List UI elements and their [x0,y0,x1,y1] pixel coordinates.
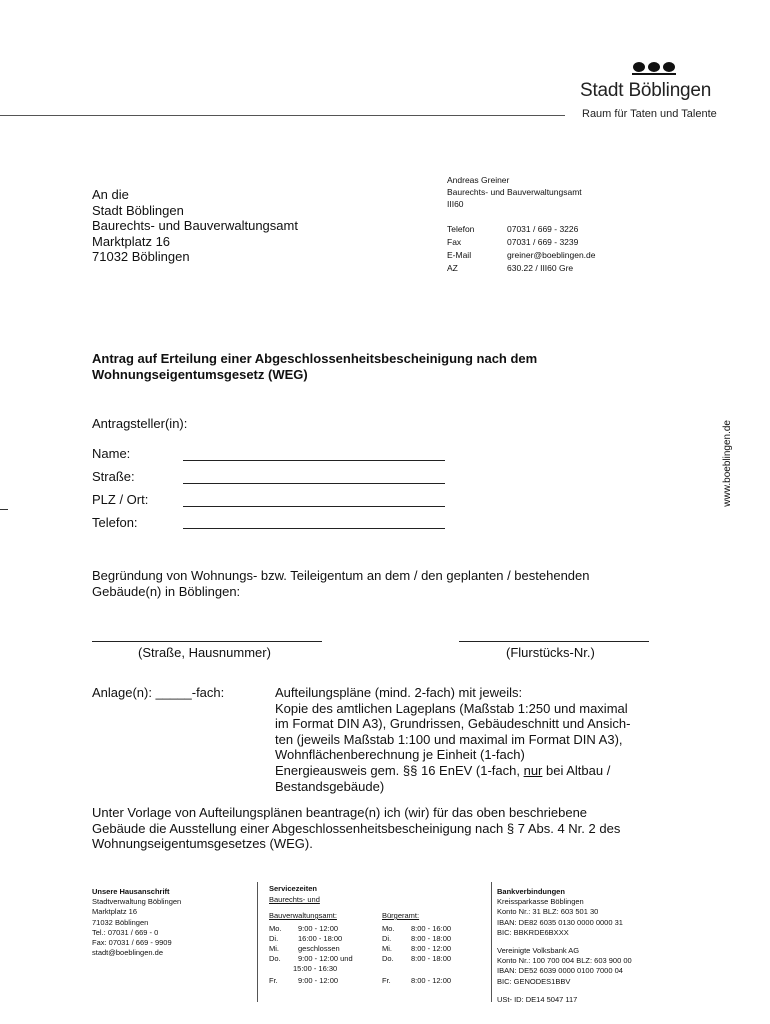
contact-block [447,175,647,285]
footer-address-line: 71032 Böblingen [92,917,149,927]
bank-spacer [497,938,632,946]
request-line: Unter Vorlage von Aufteilungsplänen beantrage(n) ich (wir) für das oben beschriebene [92,805,588,820]
attachment-line [275,763,675,779]
bank-line: Kreissparkasse Böblingen [497,897,584,907]
contact-label: E-Mail [447,250,472,260]
hours-time: 8:00 - 12:00 [411,976,452,985]
attachment-line: Aufteilungspläne (mind. 2-fach) mit jeweils: [275,685,523,700]
side-url[interactable]: www.boeblingen.de [722,420,733,507]
contact-reference: 630.22 / III60 Gre [507,263,574,273]
logo-dot [633,62,645,72]
attachment-line: im Format DIN A3), Grundrissen, Gebäudeschnitt und Ansich- [275,716,631,732]
bank-line: Vereinigte Volksbank AG [497,946,580,956]
bank-line: BIC: BBKRDE6BXXX [497,927,569,937]
street-label: Straße: [92,469,135,484]
footer-address-line: Fax: 07031 / 669 - 9909 [92,938,172,948]
service-col2-heading: Bürgeramt: [382,911,420,920]
hours-day: Di. [382,934,392,943]
contact-department: Baurechts- und Bauverwaltungsamt [447,187,582,197]
form-title: Antrag auf Erteilung einer Abgeschlossenheitsbescheinigung nach dem Wohnungseigentumsgesetz (WEG) [92,351,538,382]
hours-day: Fr. [382,976,391,985]
hours-day: Fr. [269,976,278,985]
hours-day: Do. [382,954,394,963]
contact-email[interactable]: greiner@boeblingen.de [507,250,596,260]
hours-day: Mo. [269,924,282,933]
footer-address-line: Tel.: 07031 / 669 - 0 [92,927,159,937]
hours-time: 15:00 - 16:30 [293,964,338,973]
hours-time: 8:00 - 18:00 [411,934,452,943]
recipient-line: Stadt Böblingen [92,202,184,218]
footer-address-line: Stadtverwaltung Böblingen [92,897,182,907]
recipient-line: Baurechts- und Bauverwaltungsamt [92,218,298,234]
name-label: Name: [92,446,131,461]
hours-time: 8:00 - 18:00 [411,954,452,963]
hours-time: 8:00 - 16:00 [411,924,452,933]
attachment-label: Anlage(n): _____-fach: [92,685,225,700]
contact-label: Telefon [447,224,475,234]
service-heading: Servicezeiten [269,884,317,893]
hours-day: Mi. [269,944,279,953]
footer-divider [491,882,492,1002]
service-col1-heading: Bauverwaltungsamt: [269,911,337,920]
hours-day: Do. [269,954,281,963]
reason-text: Begründung von Wohnungs- bzw. Teileigentum an dem / den geplanten / bestehenden Gebäude(n) in Böblingen: [92,568,590,599]
applicant-heading: Antragsteller(in): [92,416,188,431]
phone-label: Telefon: [92,515,138,530]
bank-line: Konto Nr.: 31 BLZ: 603 501 30 [497,907,599,917]
contact-label: AZ [447,263,458,273]
hours-time: 16:00 - 18:00 [298,934,343,943]
request-line: Wohnungseigentumsgesetzes (WEG). [92,836,313,852]
attachment-line: ten (jeweils Maßstab 1:100 und maximal im Format DIN A3), [275,731,623,747]
attachment-line: Bestandsgebäude) [275,778,385,794]
hours-day: Di. [269,934,279,943]
contact-name: Andreas Greiner [447,175,510,185]
bank-line: IBAN: DE52 6039 0000 0100 7000 04 [497,966,623,976]
bank-line: IBAN: DE82 6035 0130 0000 0000 31 [497,917,623,927]
energy-suffix: bei Altbau / [542,762,611,778]
footer-bank [497,887,632,1005]
request-text [92,805,620,852]
footer-service-hours [269,884,489,994]
recipient-line: 71032 Böblingen [92,249,190,265]
city-logo [632,62,676,76]
contact-fax: 07031 / 669 - 3239 [507,237,579,247]
footer-address [92,887,181,958]
header-rule [0,115,565,116]
logo-dot [648,62,660,72]
recipient-address [92,187,298,265]
hours-time: 9:00 - 12:00 und [298,954,353,963]
street-caption: (Straße, Hausnummer) [138,645,271,660]
energy-prefix: Energieausweis gem. §§ 16 EnEV (1-fach, [275,762,524,778]
attachment-list [275,685,675,794]
street-number-field[interactable] [92,641,322,642]
street-field[interactable] [183,483,445,484]
bank-line: Konto Nr.: 100 700 004 BLZ: 603 900 00 [497,956,632,966]
city-label: PLZ / Ort: [92,492,149,507]
hours-time: 9:00 - 12:00 [298,924,339,933]
tagline: Raum für Taten und Talente [582,108,717,120]
logo-name: Stadt Böblingen [580,80,712,101]
bank-line: BIC: GENODES1BBV [497,976,571,986]
hours-time: 9:00 - 12:00 [298,976,339,985]
fold-mark [0,509,8,510]
attachment-line: Kopie des amtlichen Lageplans (Maßstab 1:250 und maximal [275,700,628,716]
contact-label: Fax [447,237,462,247]
vat-id: USt- ID: DE14 5047 117 [497,994,578,1004]
footer-address-line[interactable]: stadt@boeblingen.de [92,948,164,958]
recipient-line: Marktplatz 16 [92,233,171,249]
bank-spacer [497,987,632,995]
contact-office: III60 [447,199,464,209]
phone-field[interactable] [183,528,445,529]
logo-bar [632,73,676,75]
hours-time: geschlossen [298,944,340,953]
name-field[interactable] [183,460,445,461]
city-field[interactable] [183,506,445,507]
hours-day: Mo. [382,924,395,933]
energy-emphasis: nur [523,762,543,778]
bank-heading: Bankverbindungen [497,887,565,896]
attachment-line: Wohnflächenberechnung je Einheit (1-fach) [275,747,525,763]
logo-dot [663,62,675,72]
parcel-number-field[interactable] [459,641,649,642]
parcel-caption: (Flurstücks-Nr.) [506,645,595,660]
hours-time: 8:00 - 12:00 [411,944,452,953]
contact-phone: 07031 / 669 - 3226 [507,224,579,234]
request-line: Gebäude die Ausstellung einer Abgeschlossenheitsbescheinigung nach § 7 Abs. 4 Nr. 2 des [92,820,621,836]
recipient-line: An die [92,187,129,202]
hours-day: Mi. [382,944,392,953]
service-subheading: Baurechts- und [269,895,320,904]
footer-address-line: Marktplatz 16 [92,907,138,917]
footer-divider [257,882,258,1002]
footer-address-heading: Unsere Hausanschrift [92,887,170,896]
